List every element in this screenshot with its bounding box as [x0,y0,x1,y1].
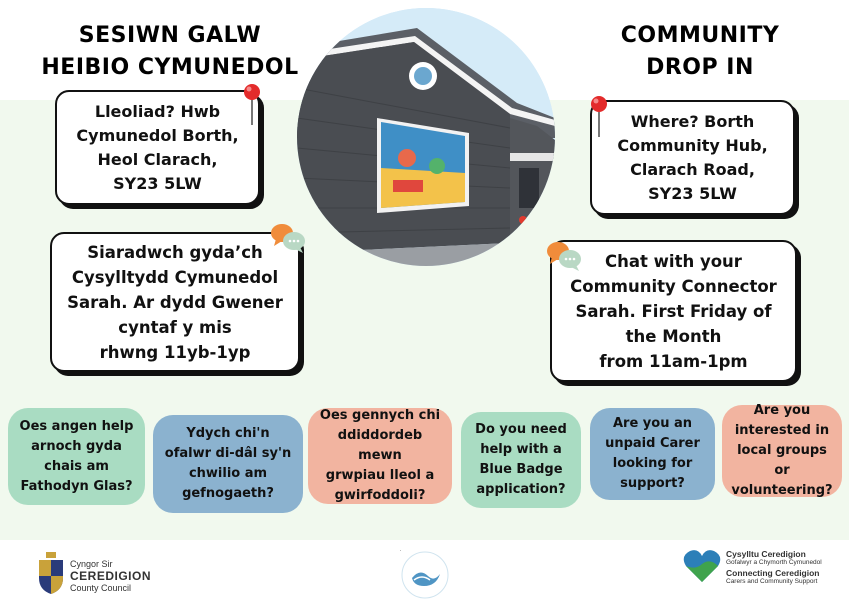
english-title-line-2: DROP IN [646,55,754,80]
question-line: grwpiau lleol a [325,468,435,483]
question-line: volunteering? [731,483,833,498]
english-chat-box [550,240,797,382]
council-text-line-2: CEREDIGION [70,569,152,583]
community-hub-photo [297,8,555,266]
english-location-line: Clarach Road, [630,159,755,179]
map-pin-icon [243,83,261,127]
ceredigion-council-logo [30,550,150,598]
welsh-location-line: SY23 5LW [113,173,202,193]
question-line: Are you an [612,416,692,431]
welsh-location-line: Lleoliad? Hwb [94,101,221,121]
question-line: support? [620,476,685,491]
question-line: ddiddordeb mewn [337,428,423,463]
welsh-title-line-1: SESIWN GALW [78,23,262,48]
map-pin-icon [590,95,608,139]
welsh-chat-line: rhwng 11yb-1yp [99,342,251,362]
borth-hub-logo [400,550,450,600]
question-line: arnoch gyda [31,438,122,454]
welsh-chat-box [50,232,300,372]
question-bubble-carer-welsh [153,415,303,513]
question-line: Blue Badge [479,462,563,477]
question-bubble-blue-badge-english [461,412,581,508]
hub-wave-icon [400,550,450,600]
council-text-line-3: County Council [70,583,132,593]
chat-bubbles-icon [270,222,306,254]
english-chat-line: Community Connector [570,276,777,296]
english-chat-line: Chat with your [605,251,742,271]
connecting-text-line-3: Connecting Ceredigion [726,568,820,578]
question-bubble-carer-english [590,408,715,500]
heart-icon [682,548,722,584]
question-line: application? [476,482,566,497]
welsh-location-line: Cymunedol Borth, [76,125,239,145]
welsh-title [25,20,315,84]
question-bubble-blue-badge-welsh [8,408,145,505]
question-line: Do you need [475,422,567,437]
connecting-text-line-1: Cysylltu Ceredigion [726,549,806,559]
question-line: gwirfoddoli? [334,488,426,503]
welsh-chat-line: Sarah. Ar dydd Gwener [67,292,283,312]
question-line: looking for [612,456,693,471]
question-line: Are you [753,403,811,418]
building-illustration [297,8,555,266]
question-line: unpaid Carer [605,436,700,451]
english-chat-line: Sarah. First Friday of [575,301,772,321]
connecting-ceredigion-logo [682,548,832,588]
question-line: ofalwr di-dâl sy'n [164,446,292,461]
english-location-box [590,100,795,215]
question-line: local groups or [737,443,827,478]
question-line: Oes angen help [19,418,134,434]
english-chat-line: the Month [625,326,722,346]
question-line: Ydych chi'n [186,426,270,441]
question-line: Fathodyn Glas? [20,478,133,494]
hub-logo-text [400,550,401,551]
question-bubble-volunteering-welsh [308,408,452,504]
council-text-line-1: Cyngor Sir [70,559,113,569]
welsh-title-line-2: HEIBIO CYMUNEDOL [41,55,299,80]
question-line: chais am [44,458,109,474]
question-line: gefnogaeth? [182,486,274,501]
question-line: chwilio am [188,466,268,481]
council-crest-icon [36,552,66,596]
welsh-chat-line: cyntaf y mis [118,317,232,337]
connecting-text-line-2: Gofalwyr a Chymorth Cymunedol [726,559,822,566]
connecting-text-line-4: Carers and Community Support [726,578,818,585]
english-location-line: SY23 5LW [648,183,737,203]
welsh-chat-line: Cysylltydd Cymunedol [71,267,279,287]
question-line: help with a [480,442,562,457]
welsh-location-box [55,90,260,205]
welsh-chat-line: Siaradwch gyda’ch [87,242,263,262]
english-location-line: Where? Borth [630,111,755,131]
question-line: Oes gennych chi [319,408,441,423]
english-title [570,20,830,84]
welsh-location-line: Heol Clarach, [97,149,218,169]
question-bubble-volunteering-english [722,405,842,497]
english-chat-line: from 11am-1pm [599,351,748,371]
english-location-line: Community Hub, [617,135,768,155]
english-title-line-1: COMMUNITY [620,23,780,48]
question-line: interested in [734,423,830,438]
chat-bubbles-icon [546,240,582,272]
